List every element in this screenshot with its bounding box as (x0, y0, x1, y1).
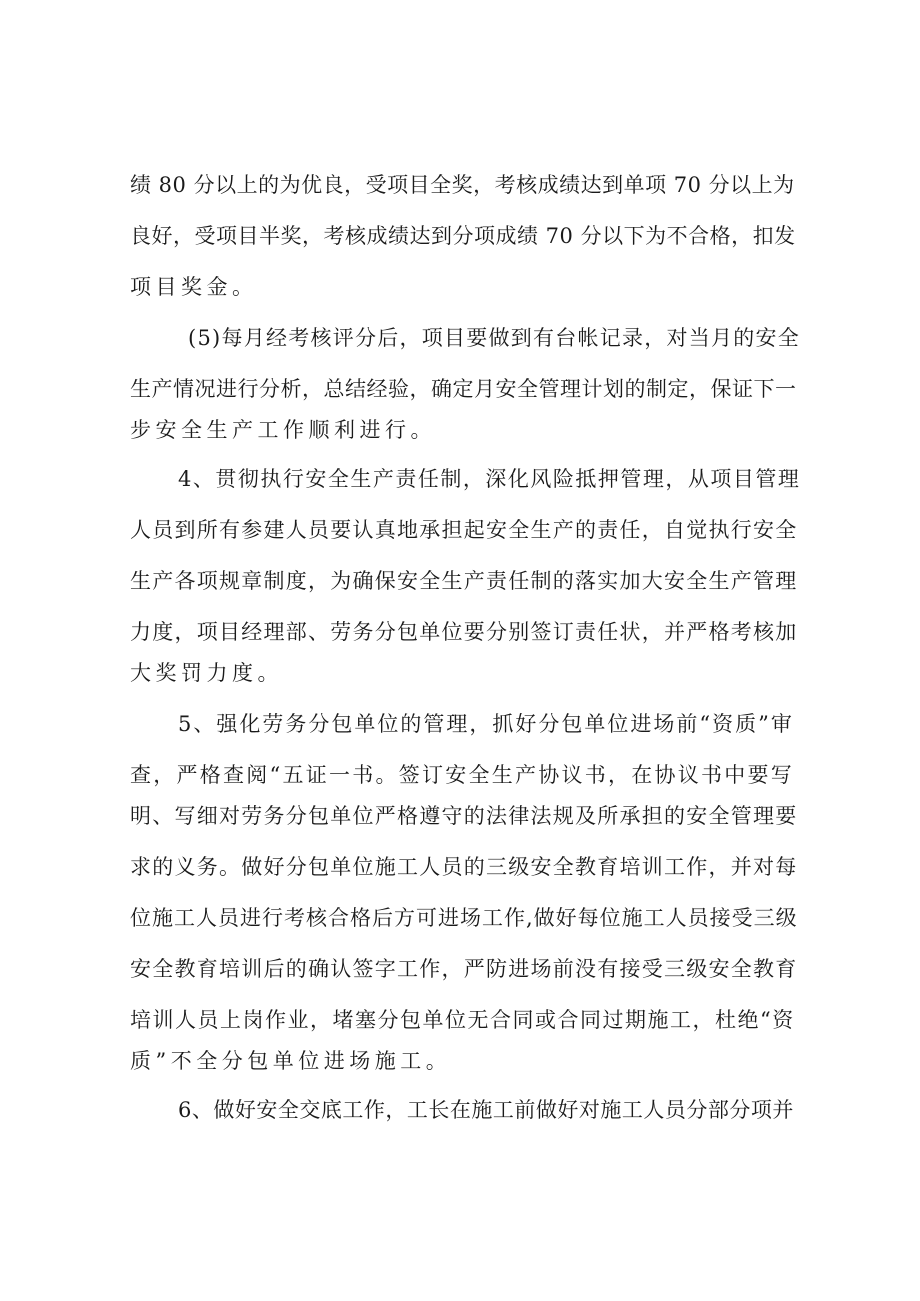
text-line: 绩 80 分以上的为优良，受项目全奖，考核成绩达到单项 70 分以上为 (130, 173, 795, 197)
text-line: 5、强化劳务分包单位的管理，抓好分包单位进场前“资质”审 (178, 712, 794, 736)
text-line: 求的义务。做好分包单位施工人员的三级安全教育培训工作，并对每 (130, 855, 798, 879)
text-line: 良好，受项目半奖，考核成绩达到分项成绩 70 分以下为不合格，扣发 (130, 224, 796, 248)
text-line: 力度，项目经理部、劳务分包单位要分别签订责任状，并严格考核加 (130, 620, 798, 644)
text-line: 6、做好安全交底工作，工长在施工前做好对施工人员分部分项并 (178, 1098, 794, 1122)
text-line: 查，严格查阅“五证一书。签订安全生产协议书，在协议书中要写 (130, 763, 794, 787)
text-line: 质”不全分包单位进场施工。 (130, 1049, 452, 1073)
text-line: 安全教育培训后的确认签字工作，严防进场前没有接受三级安全教育 (130, 957, 798, 981)
text-line: 大奖罚力度。 (130, 661, 283, 685)
text-line: 生产情况进行分析，总结经验，确定月安全管理计划的制定，保证下一 (130, 377, 797, 401)
text-line: 生产各项规章制度，为确保安全生产责任制的落实加大安全生产管理 (130, 569, 798, 593)
text-line: 4、贯彻执行安全生产责任制，深化风险抵押管理，从项目管理 (178, 467, 801, 491)
text-line: 人员到所有参建人员要认真地承担起安全生产的责任，自觉执行安全 (130, 518, 798, 542)
text-line: 项目奖金。 (130, 275, 258, 299)
text-line: (5)每月经考核评分后，项目要做到有台帐记录，对当月的安全 (188, 326, 800, 350)
text-line: 明、写细对劳务分包单位严格遵守的法律法规及所承担的安全管理要 (130, 804, 798, 828)
text-line: 培训人员上岗作业，堵塞分包单位无合同或合同过期施工，杜绝“资 (130, 1008, 795, 1032)
text-line: 步安全生产工作顺利进行。 (130, 418, 436, 442)
text-line: 位施工人员进行考核合格后方可进场工作,做好每位施工人员接受三级 (130, 906, 798, 930)
